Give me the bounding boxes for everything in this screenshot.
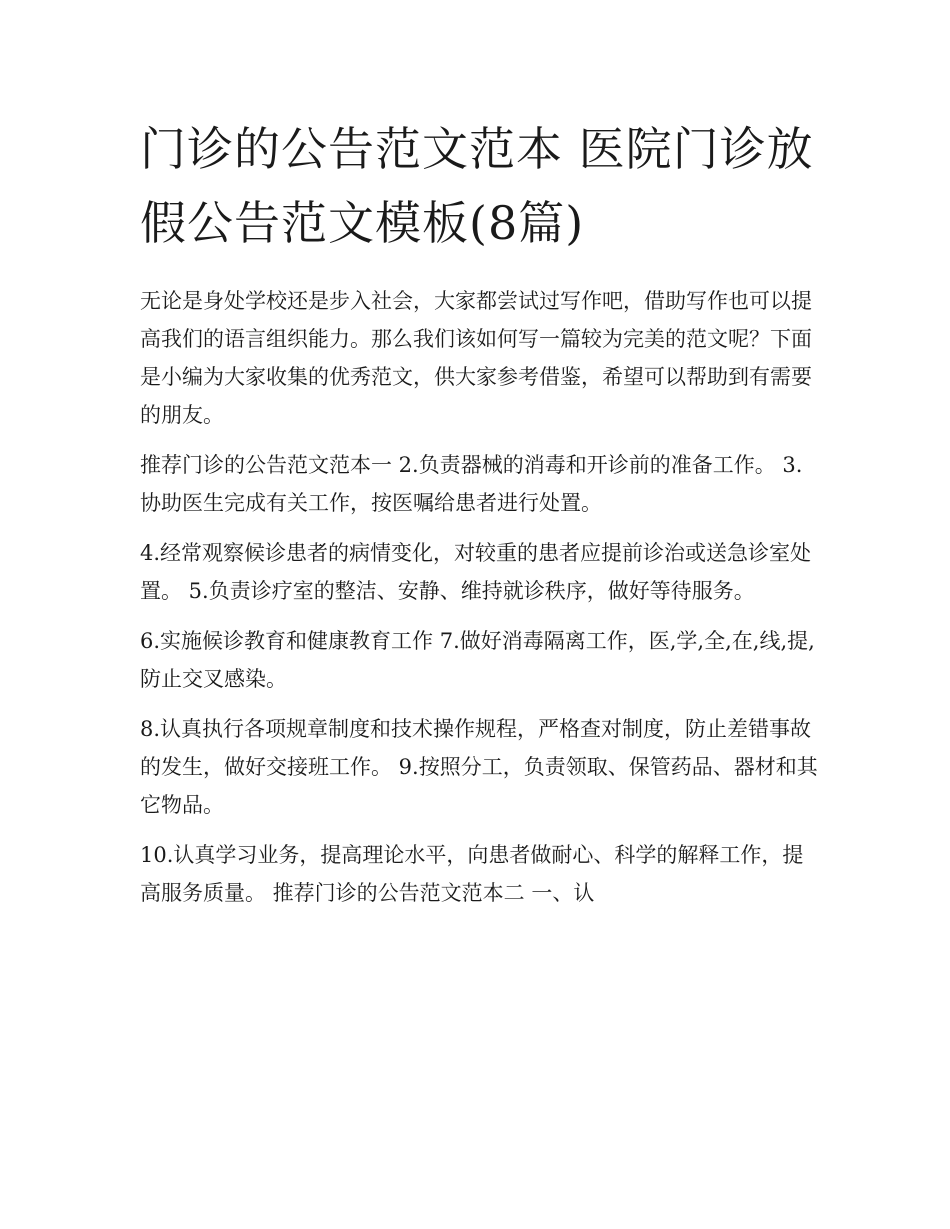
document-title: 门诊的公告范文范本 医院门诊放假公告范文模板(8篇) [140,122,814,250]
paragraph: 6.实施候诊教育和健康教育工作 7.做好消毒隔离工作，医,学,全,在,线,提,防止交叉感染。 [140,629,815,691]
paragraph: 推荐门诊的公告范文范本一 2.负责器械的消毒和开诊前的准备工作。 3.协助医生完成有关工作，按医嘱给患者进行处置。 [140,453,803,515]
document-body [140,282,820,924]
paragraph: 8.认真执行各项规章制度和技术操作规程，严格查对制度，防止差错事故的发生，做好交接班工作。 9.按照分工，负责领取、保管药品、器材和其它物品。 [140,717,818,817]
paragraph: 无论是身处学校还是步入社会，大家都尝试过写作吧，借助写作也可以提高我们的语言组织能力。那么我们该如何写一篇较为完美的范文呢？下面是小编为大家收集的优秀范文，供大家参考借鉴，希望可以帮助到有需要的朋友。 [140,289,812,427]
paragraph: 4.经常观察候诊患者的病情变化，对较重的患者应提前诊治或送急诊室处置。 5.负责诊疗室的整洁、安静、维持就诊秩序，做好等待服务。 [140,541,812,603]
paragraph: 10.认真学习业务，提高理论水平，向患者做耐心、科学的解释工作，提高服务质量。 推荐门诊的公告范文范本二 一、认 [140,843,804,905]
